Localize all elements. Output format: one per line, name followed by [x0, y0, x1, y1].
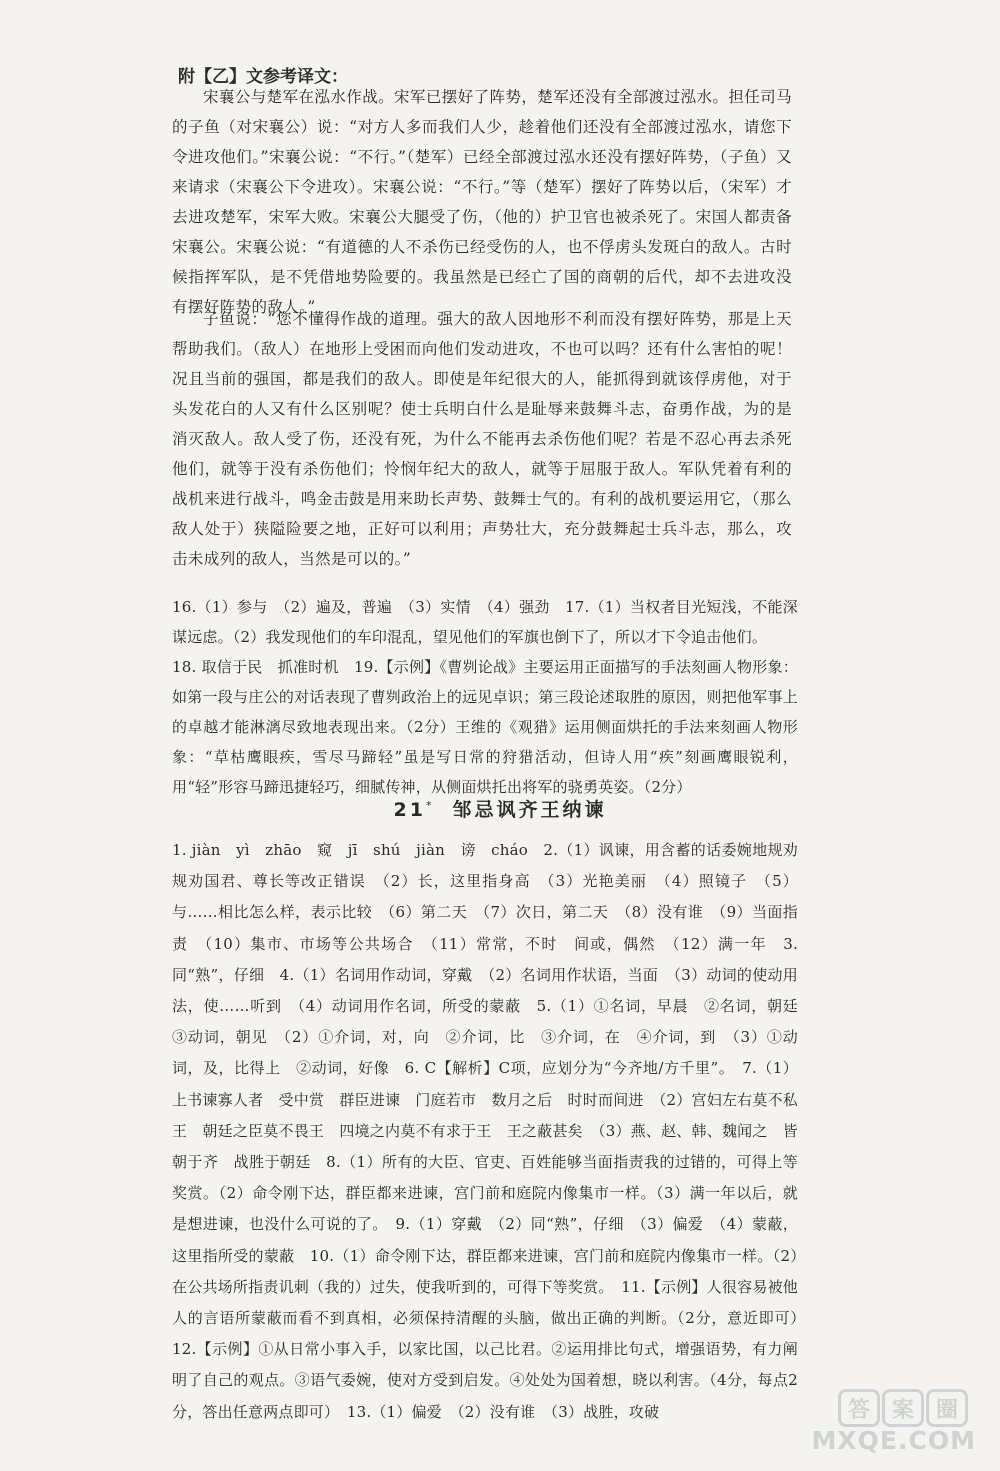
watermark-char-3: 圈	[926, 1389, 968, 1427]
watermark-char-2: 案	[882, 1389, 924, 1427]
translation-text-2: 子鱼说：“您不懂得作战的道理。强大的敌人因地形不利而没有摆好阵势，那是上天帮助我们。（敌人）在地形上受困而向他们发动进攻，不也可以吗？还有什么害怕的呢！况且当前的强国，都是我们的敌人。即使是年纪很大的人，能抓得到就该俘虏他，对于头发花白的人又有什么区别呢？使士兵明白什么是耻辱来鼓舞斗志，奋勇作战，为的是消灭敌人。敌人受了伤，还没有死，为什么不能再去杀伤他们呢？若是不忍心再去杀死他们，就等于没有杀伤他们；怜悯年纪大的敌人，就等于屈服于敌人。军队凭着有利的战机来进行战斗，鸣金击鼓是用来助长声势、鼓舞士气的。有利的战机要运用它，（那么敌人处于）狭隘险要之地，正好可以利用；声势壮大，充分鼓舞起士兵斗志，那么，攻击未成列的敌人，当然是可以的。”	[172, 310, 792, 568]
section-star: *	[425, 798, 435, 812]
watermark-site: MXQE.COM	[811, 1426, 976, 1455]
translation-paragraph-2	[172, 304, 792, 574]
section-title	[0, 795, 1000, 822]
watermark-logo	[838, 1389, 968, 1427]
watermark-char-1: 答	[838, 1389, 880, 1427]
section-answers: 1. jiàn yì zhāo 窥 jī shú jiàn 谤 cháo 2.（1）讽谏，用含蓄的话委婉地规劝规劝国君、尊长等改正错误 （2）长，这里指身高 （3）光艳美丽 （4）照镜子 （5）与……相比怎么样，表示比较 （6）第二天 （7）次日，第二天 （8）没有谁 （9）当面指责 （10）集市、市场等公共场合 （11）常常，不时 间或，偶然 （12）满一年 3. 同“熟”，仔细 4.（1）名词用作动词，穿戴 （2）名词用作状语，当面 （3）动词的使动用法，使……听到 （4）动词用作名词，所受的蒙蔽 5.（1）①名词，早晨 ②名词，朝廷 ③动词，朝见 （2）①介词，对，向 ②介词，比 ③介词，在 ④介词，到 （3）①动词，及，比得上 ②动词，好像 6. C【解析】C项，应划分为“今齐地/方千里”。 7.（1）上书谏寡人者 受中赏 群臣进谏 门庭若市 数月之后 时时而间进 （2）宫妇左右莫不私王 朝廷之臣莫不畏王 四境之内莫不有求于王 王之蔽甚矣 （3）燕、赵、韩、魏闻之 皆朝于齐 战胜于朝廷 8.（1）所有的大臣、官吏、百姓能够当面指责我的过错的，可得上等奖赏。（2）命令刚下达，群臣都来进谏，宫门前和庭院内像集市一样。（3）满一年以后，就是想进谏，也没什么可说的了。 9.（1）穿戴 （2）同“熟”，仔细 （3）偏爱 （4）蒙蔽，这里指所受的蒙蔽 10.（1）命令刚下达，群臣都来进谏，宫门前和庭院内像集市一样。（2）在公共场所指责讥刺（我的）过失，使我听到的，可得下等奖赏。 11.【示例】人很容易被他人的言语所蒙蔽而看不到真相，必须保持清醒的头脑，做出正确的判断。（2分，意近即可） 12.【示例】①从日常小事入手，以家比国，以己比君。②运用排比句式，增强语势，有力阐明了自己的观点。③语气委婉，使对方受到启发。④处处为国着想，晓以利害。（4分，每点2分，答出任意两点即可） 13.（1）偏爱 （2）没有谁 （3）战胜，攻破	[172, 841, 814, 1421]
section-name: 邹忌讽齐王纳谏	[452, 799, 607, 821]
answers-18-19: 18. 取信于民 抓准时机 19.【示例】《曹刿论战》主要运用正面描写的手法刻画人物形象：如第一段与庄公的对话表现了曹刿政治上的远见卓识；第三段论述取胜的原因，则把他军事上的卓越才能淋漓尽致地表现出来。（2分）王维的《观猎》运用侧面烘托的手法来刻画人物形象：“草枯鹰眼疾，雪尽马蹄轻”虽是写日常的狩猎活动，但诗人用“疾”刻画鹰眼锐利，用“轻”形容马蹄迅捷轻巧，细腻传神，从侧面烘托出将军的骁勇英姿。（2分）	[172, 658, 798, 796]
section-number: 21	[393, 799, 426, 821]
watermark	[811, 1391, 990, 1461]
translation-paragraph-1	[172, 82, 792, 322]
translation-text-1: 宋襄公与楚军在泓水作战。宋军已摆好了阵势，楚军还没有全部渡过泓水。担任司马的子鱼（对宋襄公）说：“对方人多而我们人少，趁着他们还没有全部渡过泓水，请您下令进攻他们。”宋襄公说：“不行。”（楚军）已经全部渡过泓水还没有摆好阵势，（子鱼）又来请求（宋襄公下令进攻）。宋襄公说：“不行。”等（楚军）摆好了阵势以后，（宋军）才去进攻楚军，宋军大败。宋襄公大腿受了伤，（他的）护卫官也被杀死了。宋国人都责备宋襄公。宋襄公说：“有道德的人不杀伤已经受伤的人，也不俘虏头发斑白的敌人。古时候指挥军队，是不凭借地势险要的。我虽然是已经亡了国的商朝的后代，却不去进攻没有摆好阵势的敌人。”	[172, 88, 792, 316]
appendix-heading: 附【乙】文参考译文：	[178, 67, 348, 87]
answers-16-17: 16.（1）参与 （2）遍及，普遍 （3）实情 （4）强劲 17.（1）当权者目光短浅，不能深谋远虑。（2）我发现他们的车印混乱，望见他们的军旗也倒下了，所以才下令追击他们。	[172, 598, 798, 646]
